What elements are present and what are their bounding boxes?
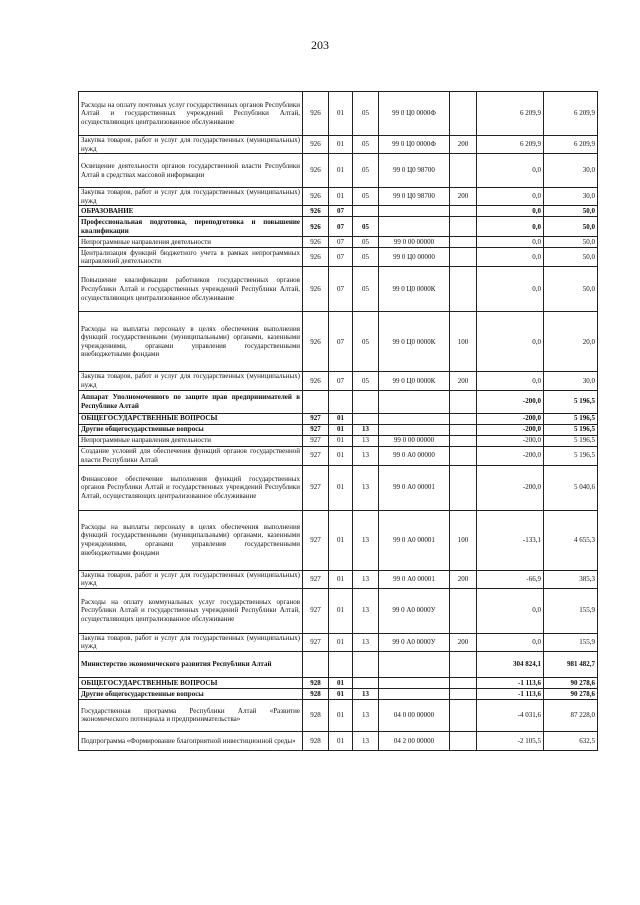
table-row [79, 312, 598, 372]
row-name-cell: Расходы на выплаты персоналу в целях обеспечения выполнения функций государственными (муниципальными) органами, казенными учреждениями, органами управления государственными внебюджетными фондами [79, 510, 303, 570]
row-name-cell: Непрограммные направления деятельности [79, 435, 303, 446]
row-name-cell: Расходы на выплаты персоналу в целях обеспечения выполнения функций государственными (муниципальными) органами, казенными учреждениями, органами управления государственными внебюджетными фондами [79, 312, 303, 372]
row-name-cell: Централизация функций бюджетного учета в рамках непрограммных направлений деятельности [79, 248, 303, 267]
row-change-amount-cell: -200,0 [477, 390, 544, 413]
table-row [79, 699, 598, 731]
row-expense-type-cell: 200 [450, 188, 477, 206]
row-change-amount-cell: 0,0 [477, 633, 544, 651]
row-section-cell [329, 651, 353, 677]
row-target-article-cell [379, 217, 450, 237]
row-change-amount-cell: -2 105,5 [477, 731, 544, 750]
row-expense-type-cell [450, 465, 477, 510]
row-target-article-cell: 99 0 Ц0 00000 [379, 248, 450, 267]
row-subsection-cell: 13 [353, 633, 379, 651]
row-subsection-cell: 13 [353, 424, 379, 435]
row-expense-type-cell [450, 688, 477, 699]
row-target-article-cell: 04 2 00 00000 [379, 731, 450, 750]
row-total-amount-cell: 5 196,5 [544, 435, 598, 446]
row-change-amount-cell: 0,0 [477, 267, 544, 312]
row-admin-code-cell: 927 [303, 588, 329, 633]
row-target-article-cell: 99 0 А0 00001 [379, 510, 450, 570]
row-name-cell: Подпрограмма «Формирование благоприятной инвестиционной среды» [79, 731, 303, 750]
table-row [79, 267, 598, 312]
row-name-cell: ОБЩЕГОСУДАРСТВЕННЫЕ ВОПРОСЫ [79, 413, 303, 424]
row-subsection-cell [353, 651, 379, 677]
row-change-amount-cell: -200,0 [477, 465, 544, 510]
row-section-cell: 01 [329, 465, 353, 510]
row-admin-code-cell [303, 651, 329, 677]
row-section-cell: 01 [329, 413, 353, 424]
row-target-article-cell: 99 0 Ц0 0000К [379, 372, 450, 390]
row-subsection-cell: 13 [353, 446, 379, 465]
row-change-amount-cell: -200,0 [477, 446, 544, 465]
row-admin-code-cell: 926 [303, 136, 329, 154]
row-subsection-cell: 05 [353, 217, 379, 237]
row-change-amount-cell: -1 113,6 [477, 688, 544, 699]
row-name-cell: ОБРАЗОВАНИЕ [79, 206, 303, 217]
row-name-cell: Закупка товаров, работ и услуг для государственных (муниципальных) нужд [79, 136, 303, 154]
row-expense-type-cell [450, 217, 477, 237]
row-subsection-cell: 13 [353, 435, 379, 446]
row-change-amount-cell: 0,0 [477, 237, 544, 248]
row-target-article-cell [379, 424, 450, 435]
row-target-article-cell [379, 688, 450, 699]
row-total-amount-cell: 5 196,5 [544, 390, 598, 413]
row-change-amount-cell: -66,9 [477, 570, 544, 588]
row-subsection-cell: 05 [353, 312, 379, 372]
table-row [79, 248, 598, 267]
row-name-cell: Закупка товаров, работ и услуг для государственных (муниципальных) нужд [79, 570, 303, 588]
row-section-cell: 07 [329, 206, 353, 217]
row-target-article-cell [379, 206, 450, 217]
row-expense-type-cell: 200 [450, 633, 477, 651]
row-section-cell: 01 [329, 570, 353, 588]
row-section-cell: 07 [329, 267, 353, 312]
row-total-amount-cell: 20,0 [544, 312, 598, 372]
table-row [79, 588, 598, 633]
row-name-cell: Другие общегосударственные вопросы [79, 688, 303, 699]
row-name-cell: Расходы на оплату коммунальных услуг государственных органов Республики Алтай и государственных учреждений Республики Алтай, осуществляющих централизованное обслуживание [79, 588, 303, 633]
row-name-cell: Освещение деятельности органов государственной власти Республики Алтай в средствах массовой информации [79, 154, 303, 188]
row-target-article-cell: 99 0 00 00000 [379, 435, 450, 446]
row-admin-code-cell: 926 [303, 248, 329, 267]
row-expense-type-cell [450, 446, 477, 465]
row-admin-code-cell: 926 [303, 154, 329, 188]
row-section-cell: 07 [329, 248, 353, 267]
row-expense-type-cell [450, 154, 477, 188]
row-admin-code-cell: 926 [303, 217, 329, 237]
row-subsection-cell: 05 [353, 188, 379, 206]
table-row [79, 435, 598, 446]
row-change-amount-cell: -1 113,6 [477, 677, 544, 688]
table-row [79, 188, 598, 206]
row-section-cell: 07 [329, 217, 353, 237]
row-subsection-cell: 05 [353, 136, 379, 154]
row-expense-type-cell: 200 [450, 136, 477, 154]
row-total-amount-cell: 155,9 [544, 588, 598, 633]
row-target-article-cell: 99 0 А0 00000 [379, 446, 450, 465]
row-change-amount-cell: 6 209,9 [477, 92, 544, 136]
row-expense-type-cell [450, 588, 477, 633]
row-section-cell: 07 [329, 237, 353, 248]
row-change-amount-cell: -200,0 [477, 424, 544, 435]
row-expense-type-cell: 100 [450, 312, 477, 372]
table-row [79, 154, 598, 188]
row-total-amount-cell: 50,0 [544, 267, 598, 312]
row-subsection-cell: 13 [353, 465, 379, 510]
row-admin-code-cell: 927 [303, 465, 329, 510]
row-target-article-cell [379, 413, 450, 424]
row-admin-code-cell: 927 [303, 510, 329, 570]
row-admin-code-cell: 927 [303, 446, 329, 465]
row-change-amount-cell: 0,0 [477, 248, 544, 267]
row-name-cell: Профессиональная подготовка, переподготовка и повышение квалификации [79, 217, 303, 237]
budget-table [78, 91, 598, 751]
table-row [79, 237, 598, 248]
row-total-amount-cell: 90 278,6 [544, 688, 598, 699]
table-row [79, 424, 598, 435]
row-subsection-cell: 05 [353, 154, 379, 188]
row-target-article-cell: 99 0 А0 0000У [379, 633, 450, 651]
row-expense-type-cell [450, 677, 477, 688]
row-admin-code-cell [303, 390, 329, 413]
row-target-article-cell: 99 0 Ц0 98700 [379, 188, 450, 206]
row-change-amount-cell: 0,0 [477, 217, 544, 237]
row-name-cell: Государственная программа Республики Алтай «Развитие экономического потенциала и предпринимательства» [79, 699, 303, 731]
row-name-cell: Создание условий для обеспечения функций органов государственной власти Республики Алтай [79, 446, 303, 465]
row-change-amount-cell: 0,0 [477, 188, 544, 206]
table-body [79, 92, 598, 751]
row-target-article-cell [379, 390, 450, 413]
row-section-cell: 01 [329, 92, 353, 136]
row-admin-code-cell: 927 [303, 424, 329, 435]
row-change-amount-cell: -200,0 [477, 435, 544, 446]
row-subsection-cell: 05 [353, 372, 379, 390]
row-total-amount-cell: 6 209,9 [544, 136, 598, 154]
row-name-cell: Закупка товаров, работ и услуг для государственных (муниципальных) нужд [79, 372, 303, 390]
table-row [79, 677, 598, 688]
row-change-amount-cell: 0,0 [477, 312, 544, 372]
row-admin-code-cell: 927 [303, 413, 329, 424]
row-change-amount-cell: -200,0 [477, 413, 544, 424]
row-target-article-cell: 99 0 А0 0000У [379, 588, 450, 633]
row-change-amount-cell: -4 031,6 [477, 699, 544, 731]
row-section-cell: 01 [329, 136, 353, 154]
row-total-amount-cell: 4 655,3 [544, 510, 598, 570]
row-admin-code-cell: 928 [303, 688, 329, 699]
row-subsection-cell: 05 [353, 92, 379, 136]
row-total-amount-cell: 50,0 [544, 206, 598, 217]
row-admin-code-cell: 926 [303, 312, 329, 372]
table-row [79, 206, 598, 217]
row-subsection-cell: 13 [353, 570, 379, 588]
row-section-cell [329, 390, 353, 413]
row-admin-code-cell: 928 [303, 677, 329, 688]
row-expense-type-cell [450, 699, 477, 731]
row-admin-code-cell: 926 [303, 237, 329, 248]
row-name-cell: Финансовое обеспечение выполнения функций государственных органов Республики Алтай и государственных учреждений Республики Алтай, осуществляющих централизованное обслуживание [79, 465, 303, 510]
row-expense-type-cell [450, 731, 477, 750]
table-row [79, 390, 598, 413]
row-expense-type-cell [450, 413, 477, 424]
page-number: 203 [311, 38, 329, 52]
row-total-amount-cell: 30,0 [544, 188, 598, 206]
row-subsection-cell: 13 [353, 699, 379, 731]
row-subsection-cell: 05 [353, 267, 379, 312]
row-name-cell: Расходы на оплату почтовых услуг государственных органов Республики Алтай и государственных учреждений Республики Алтай, осуществляющих централизованное обслуживание [79, 92, 303, 136]
row-change-amount-cell: 0,0 [477, 154, 544, 188]
row-admin-code-cell: 926 [303, 188, 329, 206]
row-section-cell: 01 [329, 188, 353, 206]
row-section-cell: 01 [329, 510, 353, 570]
table-row [79, 731, 598, 750]
row-target-article-cell [379, 651, 450, 677]
row-expense-type-cell [450, 92, 477, 136]
row-target-article-cell: 99 0 Ц0 0000Ф [379, 136, 450, 154]
row-expense-type-cell [450, 424, 477, 435]
row-total-amount-cell: 50,0 [544, 248, 598, 267]
row-expense-type-cell: 200 [450, 372, 477, 390]
table-row [79, 446, 598, 465]
row-total-amount-cell: 30,0 [544, 372, 598, 390]
row-total-amount-cell: 5 196,5 [544, 413, 598, 424]
table-row [79, 651, 598, 677]
row-expense-type-cell [450, 267, 477, 312]
row-total-amount-cell: 87 228,0 [544, 699, 598, 731]
row-total-amount-cell: 6 209,9 [544, 92, 598, 136]
row-section-cell: 01 [329, 633, 353, 651]
row-subsection-cell: 13 [353, 588, 379, 633]
table-row [79, 633, 598, 651]
row-section-cell: 07 [329, 372, 353, 390]
row-admin-code-cell: 926 [303, 206, 329, 217]
row-admin-code-cell: 927 [303, 435, 329, 446]
row-target-article-cell: 04 0 00 00000 [379, 699, 450, 731]
row-total-amount-cell: 30,0 [544, 154, 598, 188]
row-total-amount-cell: 90 278,6 [544, 677, 598, 688]
row-change-amount-cell: 0,0 [477, 372, 544, 390]
row-total-amount-cell: 5 196,5 [544, 446, 598, 465]
row-section-cell: 01 [329, 435, 353, 446]
row-section-cell: 01 [329, 699, 353, 731]
row-target-article-cell: 99 0 Ц0 0000Ф [379, 92, 450, 136]
row-section-cell: 01 [329, 154, 353, 188]
row-name-cell: Закупка товаров, работ и услуг для государственных (муниципальных) нужд [79, 633, 303, 651]
row-name-cell: Другие общегосударственные вопросы [79, 424, 303, 435]
table-row [79, 510, 598, 570]
row-admin-code-cell: 928 [303, 699, 329, 731]
row-subsection-cell: 05 [353, 248, 379, 267]
table-row [79, 465, 598, 510]
row-section-cell: 01 [329, 677, 353, 688]
row-section-cell: 01 [329, 424, 353, 435]
row-section-cell: 01 [329, 688, 353, 699]
row-change-amount-cell: 0,0 [477, 206, 544, 217]
row-target-article-cell: 99 0 А0 00001 [379, 570, 450, 588]
row-total-amount-cell: 5 040,6 [544, 465, 598, 510]
row-total-amount-cell: 632,5 [544, 731, 598, 750]
row-target-article-cell [379, 677, 450, 688]
table-row [79, 688, 598, 699]
row-admin-code-cell: 927 [303, 570, 329, 588]
row-total-amount-cell: 155,9 [544, 633, 598, 651]
table-row [79, 570, 598, 588]
row-admin-code-cell: 926 [303, 267, 329, 312]
row-total-amount-cell: 50,0 [544, 217, 598, 237]
row-section-cell: 01 [329, 588, 353, 633]
row-change-amount-cell: 0,0 [477, 588, 544, 633]
row-change-amount-cell: -133,1 [477, 510, 544, 570]
row-admin-code-cell: 927 [303, 633, 329, 651]
row-expense-type-cell [450, 390, 477, 413]
table-row [79, 136, 598, 154]
row-subsection-cell: 13 [353, 688, 379, 699]
row-change-amount-cell: 6 209,9 [477, 136, 544, 154]
row-expense-type-cell [450, 651, 477, 677]
row-section-cell: 01 [329, 731, 353, 750]
row-section-cell: 01 [329, 446, 353, 465]
row-subsection-cell [353, 390, 379, 413]
row-change-amount-cell: 304 824,1 [477, 651, 544, 677]
table-row [79, 92, 598, 136]
row-subsection-cell: 13 [353, 731, 379, 750]
row-subsection-cell [353, 413, 379, 424]
row-expense-type-cell [450, 206, 477, 217]
row-expense-type-cell [450, 248, 477, 267]
row-total-amount-cell: 5 196,5 [544, 424, 598, 435]
table-row [79, 413, 598, 424]
row-subsection-cell: 13 [353, 510, 379, 570]
row-expense-type-cell [450, 435, 477, 446]
row-subsection-cell [353, 206, 379, 217]
row-target-article-cell: 99 0 А0 00001 [379, 465, 450, 510]
row-section-cell: 07 [329, 312, 353, 372]
table-row [79, 372, 598, 390]
row-total-amount-cell: 981 482,7 [544, 651, 598, 677]
row-name-cell: Повышение квалификации работников государственных органов Республики Алтай и государственных учреждений Республики Алтай, осуществляющих централизованное обслуживание [79, 267, 303, 312]
row-expense-type-cell: 100 [450, 510, 477, 570]
row-total-amount-cell: 50,0 [544, 237, 598, 248]
row-target-article-cell: 99 0 00 00000 [379, 237, 450, 248]
row-name-cell: ОБЩЕГОСУДАРСТВЕННЫЕ ВОПРОСЫ [79, 677, 303, 688]
row-name-cell: Непрограммные направления деятельности [79, 237, 303, 248]
row-admin-code-cell: 926 [303, 372, 329, 390]
row-target-article-cell: 99 0 Ц0 98700 [379, 154, 450, 188]
row-admin-code-cell: 926 [303, 92, 329, 136]
table-row [79, 217, 598, 237]
row-subsection-cell [353, 677, 379, 688]
row-total-amount-cell: 385,3 [544, 570, 598, 588]
row-subsection-cell: 05 [353, 237, 379, 248]
row-target-article-cell: 99 0 Ц0 0000К [379, 267, 450, 312]
row-name-cell: Аппарат Уполномоченного по защите прав предпринимателей в Республике Алтай [79, 390, 303, 413]
row-name-cell: Министерство экономического развития Республики Алтай [79, 651, 303, 677]
row-expense-type-cell [450, 237, 477, 248]
row-expense-type-cell: 200 [450, 570, 477, 588]
row-admin-code-cell: 928 [303, 731, 329, 750]
row-name-cell: Закупка товаров, работ и услуг для государственных (муниципальных) нужд [79, 188, 303, 206]
row-target-article-cell: 99 0 Ц0 0000К [379, 312, 450, 372]
